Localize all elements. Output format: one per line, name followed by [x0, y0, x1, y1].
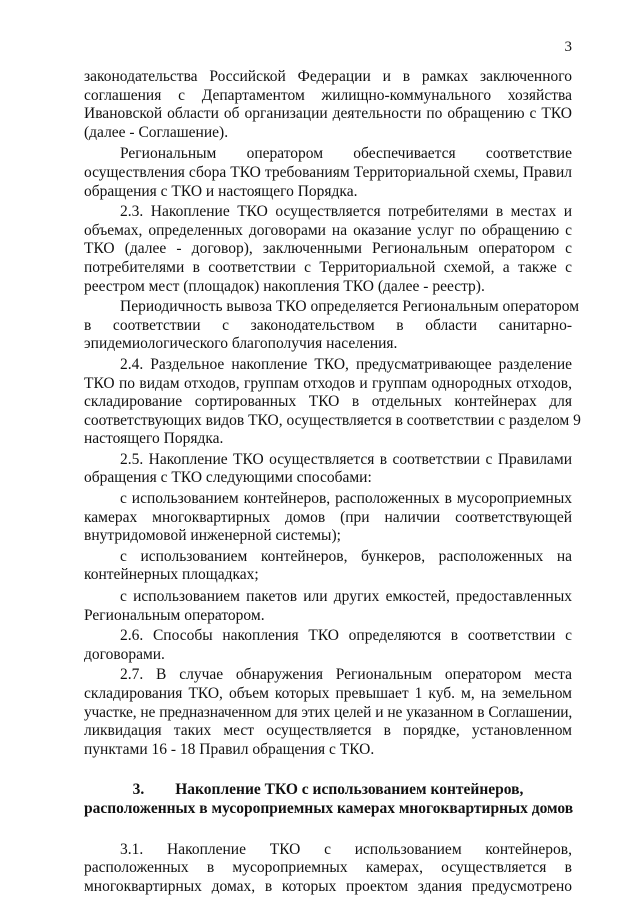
document-body [84, 68, 581, 896]
paragraph-periodicity [84, 298, 580, 354]
text-line: реестром мест (площадок) накопления ТКО (далее - реестр). [84, 277, 485, 295]
text-line: обращения с ТКО и настоящего Порядка. [84, 182, 358, 200]
paragraph-intro [84, 68, 572, 142]
text-line: с использованием пакетов или других емкостей, предоставленных [120, 588, 572, 606]
text-line: складирования ТКО, объем которых превышает 1 куб. м, на земельном [84, 685, 572, 702]
paragraph-2-4 [84, 355, 581, 449]
text-line: 2.6. Способы накопления ТКО определяются в соответствии с [120, 627, 572, 645]
text-line: осуществления сбора ТКО требованиям Территориальной схемы, Правил [84, 163, 572, 181]
section-heading [84, 781, 572, 818]
text-line: (далее - Соглашение). [84, 123, 229, 141]
page-number: 3 [564, 39, 572, 55]
text-line: с использованием контейнеров, расположенных в мусороприемных [120, 490, 572, 508]
text-line: Региональным оператором обеспечивается соответствие [120, 145, 572, 163]
text-line: ликвидация таких мест осуществляется в порядке, установленном [84, 722, 572, 740]
text-line: ТКО (далее - договор), заключенными Региональным оператором с [84, 240, 572, 258]
text-line: 2.3. Накопление ТКО осуществляется потребителями в местах и [120, 203, 572, 221]
text-line: камерах многоквартирных домов (при наличии соответствующей [84, 508, 572, 526]
text-line: участке, не предназначенном для этих целей и не указанном в Соглашении, [84, 703, 572, 721]
text-line: обращения с ТКО следующими способами: [84, 469, 372, 487]
text-line: пунктами 16 - 18 Правил обращения с ТКО. [84, 740, 375, 758]
text-line: потребителями в соответствии с Территориальной схемой, а также с [84, 258, 572, 276]
section-heading-line: 3. Накопление ТКО с использованием контейнеров, [132, 781, 524, 799]
paragraph-2-7 [84, 666, 572, 759]
paragraph-method-3 [84, 588, 572, 625]
paragraph-2-6 [84, 627, 572, 664]
text-line: эпидемиологического благополучия населения. [84, 335, 398, 353]
text-line: договорами. [84, 645, 165, 663]
text-line: контейнерных площадках; [84, 566, 259, 584]
text-line: объемах, определенных договорами на оказание услуг по обращению с [84, 221, 572, 239]
text-line: с использованием контейнеров, бункеров, расположенных на [120, 547, 572, 565]
text-line: законодательства Российской Федерации и в рамках заключенного [84, 68, 572, 85]
section-heading-line: расположенных в мусороприемных камерах многоквартирных домов [84, 799, 574, 817]
paragraph-regional-operator [84, 145, 572, 201]
text-line: Ивановской области об организации деятельности по обращению с ТКО [84, 105, 572, 123]
text-line: 2.7. В случае обнаружения Региональным оператором места [120, 666, 572, 684]
text-line: соответствующих видов ТКО, осуществляется в соответствии с разделом 9 [84, 411, 581, 429]
text-line: настоящего Порядка. [84, 430, 224, 448]
paragraph-2-5 [84, 451, 572, 488]
text-line: внутридомовой инженерной системы); [84, 527, 341, 545]
paragraph-method-2 [84, 548, 572, 585]
paragraph-method-1 [84, 490, 572, 546]
text-line: многоквартирных домах, в которых проектом здания предусмотрено [84, 877, 572, 895]
text-line: складирование сортированных ТКО в отдельных контейнерах для [84, 393, 572, 411]
paragraph-3-1 [84, 841, 572, 897]
text-line: расположенных в мусороприемных камерах, осуществляется в [84, 859, 572, 877]
text-line: 3.1. Накопление ТКО с использованием контейнеров, [120, 840, 572, 858]
text-line: 2.4. Раздельное накопление ТКО, предусматривающее разделение [120, 355, 572, 373]
text-line: соглашения с Департаментом жилищно-коммунального хозяйства [84, 86, 572, 104]
text-line: в соответствии с законодательством в области санитарно- [84, 316, 572, 334]
paragraph-2-3 [84, 203, 572, 296]
text-line: Периодичность вывоза ТКО определяется Региональным оператором [120, 298, 580, 316]
text-line: ТКО по видам отходов, группам отходов и группам однородных отходов, [84, 374, 572, 392]
text-line: Региональным оператором. [84, 606, 265, 624]
text-line: 2.5. Накопление ТКО осуществляется в соответствии с Правилами [120, 450, 572, 468]
